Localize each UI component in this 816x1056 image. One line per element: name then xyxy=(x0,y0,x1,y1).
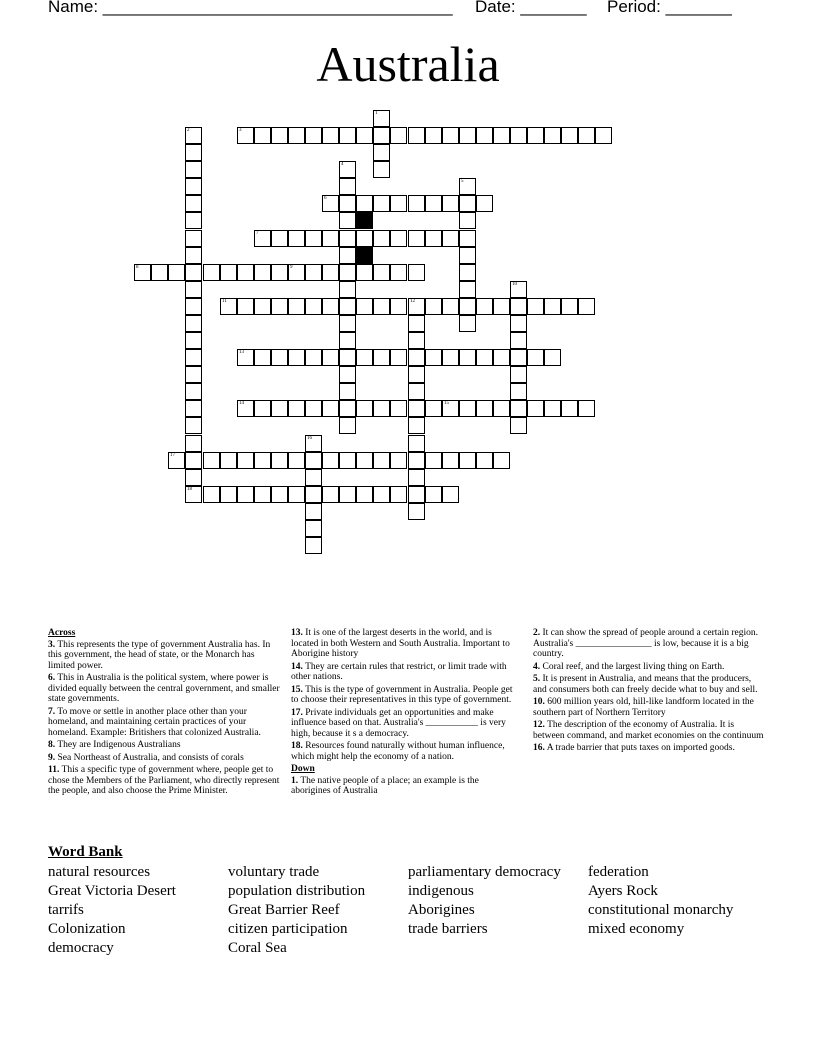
page-title: Australia xyxy=(316,36,500,92)
grid-cell[interactable] xyxy=(425,298,442,315)
grid-cell[interactable] xyxy=(408,469,425,486)
grid-cell[interactable] xyxy=(322,195,339,212)
grid-cell[interactable] xyxy=(356,298,373,315)
grid-cell[interactable] xyxy=(356,230,373,247)
grid-cell[interactable] xyxy=(459,230,476,247)
word-bank-item: Great Barrier Reef xyxy=(228,902,340,918)
grid-cell[interactable] xyxy=(527,298,544,315)
grid-cell[interactable] xyxy=(185,417,202,434)
grid-cell[interactable] xyxy=(459,400,476,417)
clue-across-18: 18. Resources found naturally without human influence, which might help the economy of a nation. xyxy=(291,741,505,762)
name-field[interactable]: Name: _____________________________________ xyxy=(48,0,453,16)
word-bank-item: indigenous xyxy=(408,883,474,899)
clue-number: 17 xyxy=(170,453,175,458)
word-bank-item: mixed economy xyxy=(588,921,685,937)
clue-number: 1 xyxy=(375,111,378,116)
clue-across-9: 9. Sea Northeast of Australia, and consists of corals xyxy=(48,752,244,763)
grid-cell[interactable] xyxy=(425,195,442,212)
clue-down-5: 5. It is present in Australia, and means that the producers, and consumers both can freely decide what to buy and sell. xyxy=(533,674,758,695)
clue-number: 10 xyxy=(512,282,517,287)
grid-cell[interactable] xyxy=(305,349,322,366)
clues-column-3 xyxy=(533,628,767,756)
grid-cell[interactable] xyxy=(185,349,202,366)
grid-cell[interactable] xyxy=(390,400,407,417)
grid-cell[interactable] xyxy=(288,230,305,247)
word-bank-item: voluntary trade xyxy=(228,864,320,880)
grid-cell[interactable] xyxy=(373,264,390,281)
grid-cell[interactable] xyxy=(476,349,493,366)
grid-cell[interactable] xyxy=(408,452,425,469)
grid-cell[interactable] xyxy=(288,400,305,417)
clue-across-14: 14. They are certain rules that restrict, or limit trade with other nations. xyxy=(291,661,507,682)
grid-cell[interactable] xyxy=(595,127,612,144)
grid-cell[interactable] xyxy=(510,298,527,315)
clue-across-8: 8. They are Indigenous Australians xyxy=(48,740,181,750)
grid-cell[interactable] xyxy=(390,452,407,469)
clue-down-1: 1. The native people of a place; an example is the aborigines of Australia xyxy=(291,775,479,796)
grid-cell[interactable] xyxy=(237,127,254,144)
grid-cell[interactable] xyxy=(254,486,271,503)
grid-cell[interactable] xyxy=(442,452,459,469)
grid-cell[interactable] xyxy=(339,161,356,178)
grid-cell[interactable] xyxy=(356,264,373,281)
word-bank-title: Word Bank xyxy=(48,844,123,860)
grid-cell[interactable] xyxy=(544,400,561,417)
grid-cell[interactable] xyxy=(527,127,544,144)
grid-cell[interactable] xyxy=(493,127,510,144)
grid-cell[interactable] xyxy=(339,417,356,434)
grid-cell[interactable] xyxy=(305,537,322,554)
grid-cell[interactable] xyxy=(185,315,202,332)
grid-cell[interactable] xyxy=(510,383,527,400)
grid-cell[interactable] xyxy=(185,469,202,486)
clue-number: 12 xyxy=(410,299,415,304)
grid-cell[interactable] xyxy=(373,349,390,366)
grid-cell[interactable] xyxy=(373,486,390,503)
grid-cell[interactable] xyxy=(459,247,476,264)
grid-cell[interactable] xyxy=(425,127,442,144)
grid-cell[interactable] xyxy=(339,315,356,332)
clue-across-17: 17. Private individuals get an opportunities and make influence based on that. Australia's ___________ is very high, because it s a democracy. xyxy=(291,707,506,739)
grid-cell[interactable] xyxy=(185,281,202,298)
grid-cell[interactable] xyxy=(476,127,493,144)
grid-cell[interactable] xyxy=(373,298,390,315)
grid-cell[interactable] xyxy=(305,469,322,486)
grid-cell[interactable] xyxy=(254,230,271,247)
grid-cell[interactable] xyxy=(442,400,459,417)
grid-cell[interactable] xyxy=(168,452,185,469)
grid-cell[interactable] xyxy=(185,383,202,400)
clue-down-4: 4. Coral reef, and the largest living thing on Earth. xyxy=(533,661,725,672)
grid-cell[interactable] xyxy=(339,195,356,212)
grid-cell[interactable] xyxy=(459,452,476,469)
grid-cell[interactable] xyxy=(151,264,168,281)
grid-cell[interactable] xyxy=(408,400,425,417)
grid-cell[interactable] xyxy=(356,486,373,503)
grid-cell[interactable] xyxy=(339,332,356,349)
grid-cell[interactable] xyxy=(390,298,407,315)
grid-cell[interactable] xyxy=(339,400,356,417)
grid-cell[interactable] xyxy=(271,486,288,503)
grid-cell[interactable] xyxy=(408,332,425,349)
grid-cell[interactable] xyxy=(305,435,322,452)
grid-cell[interactable] xyxy=(373,452,390,469)
grid-cell[interactable] xyxy=(134,264,151,281)
grid-cell[interactable] xyxy=(390,195,407,212)
grid-cell[interactable] xyxy=(185,230,202,247)
grid-cell[interactable] xyxy=(168,264,185,281)
grid-cell[interactable] xyxy=(185,161,202,178)
grid-cell[interactable] xyxy=(185,332,202,349)
word-bank-item: Aborigines xyxy=(408,902,475,918)
grid-cell[interactable] xyxy=(237,452,254,469)
grid-cell[interactable] xyxy=(185,452,202,469)
across-heading: Across xyxy=(48,628,76,638)
grid-cell[interactable] xyxy=(271,298,288,315)
grid-cell[interactable] xyxy=(185,400,202,417)
grid-cell[interactable] xyxy=(185,247,202,264)
grid-cell[interactable] xyxy=(356,400,373,417)
grid-cell[interactable] xyxy=(510,349,527,366)
grid-cell[interactable] xyxy=(510,281,527,298)
grid-cell[interactable] xyxy=(373,161,390,178)
grid-cell[interactable] xyxy=(254,298,271,315)
grid-cell[interactable] xyxy=(305,452,322,469)
word-bank-item: parliamentary democracy xyxy=(408,864,561,880)
grid-cell[interactable] xyxy=(373,110,390,127)
grid-cell[interactable] xyxy=(408,435,425,452)
grid-cell[interactable] xyxy=(425,349,442,366)
grid-cell[interactable] xyxy=(305,520,322,537)
grid-cell[interactable] xyxy=(373,127,390,144)
black-square xyxy=(356,247,373,264)
grid-cell[interactable] xyxy=(373,230,390,247)
grid-cell[interactable] xyxy=(322,349,339,366)
grid-cell[interactable] xyxy=(442,298,459,315)
grid-cell[interactable] xyxy=(305,503,322,520)
clue-across-3: 3. This represents the type of government Australia has. In this government, the head of state, or the Monarch has limited power. xyxy=(48,639,271,671)
grid-cell[interactable] xyxy=(578,298,595,315)
grid-cell[interactable] xyxy=(578,127,595,144)
grid-cell[interactable] xyxy=(493,349,510,366)
grid-cell[interactable] xyxy=(185,212,202,229)
grid-cell[interactable] xyxy=(527,400,544,417)
grid-cell[interactable] xyxy=(408,366,425,383)
grid-cell[interactable] xyxy=(339,298,356,315)
word-bank-item: trade barriers xyxy=(408,921,488,937)
grid-cell[interactable] xyxy=(237,400,254,417)
grid-cell[interactable] xyxy=(254,349,271,366)
grid-cell[interactable] xyxy=(510,127,527,144)
grid-cell[interactable] xyxy=(510,315,527,332)
grid-cell[interactable] xyxy=(442,195,459,212)
grid-cell[interactable] xyxy=(390,127,407,144)
grid-cell[interactable] xyxy=(339,281,356,298)
grid-cell[interactable] xyxy=(220,298,237,315)
grid-cell[interactable] xyxy=(271,127,288,144)
grid-cell[interactable] xyxy=(459,281,476,298)
grid-cell[interactable] xyxy=(408,230,425,247)
grid-cell[interactable] xyxy=(442,230,459,247)
grid-cell[interactable] xyxy=(476,400,493,417)
grid-cell[interactable] xyxy=(237,264,254,281)
word-bank-item: population distribution xyxy=(228,883,366,899)
grid-cell[interactable] xyxy=(476,195,493,212)
grid-cell[interactable] xyxy=(459,349,476,366)
grid-cell[interactable] xyxy=(356,452,373,469)
grid-cell[interactable] xyxy=(339,230,356,247)
grid-cell[interactable] xyxy=(408,315,425,332)
word-bank-item: federation xyxy=(588,864,649,880)
grid-cell[interactable] xyxy=(305,230,322,247)
grid-cell[interactable] xyxy=(305,400,322,417)
grid-cell[interactable] xyxy=(305,486,322,503)
grid-cell[interactable] xyxy=(339,264,356,281)
clue-number: 2 xyxy=(187,128,190,133)
grid-cell[interactable] xyxy=(271,264,288,281)
grid-cell[interactable] xyxy=(544,349,561,366)
grid-cell[interactable] xyxy=(339,486,356,503)
black-square xyxy=(356,212,373,229)
grid-cell[interactable] xyxy=(578,400,595,417)
grid-cell[interactable] xyxy=(459,264,476,281)
grid-cell[interactable] xyxy=(322,298,339,315)
grid-cell[interactable] xyxy=(185,127,202,144)
grid-cell[interactable] xyxy=(510,417,527,434)
grid-cell[interactable] xyxy=(459,127,476,144)
grid-cell[interactable] xyxy=(185,435,202,452)
grid-cell[interactable] xyxy=(254,452,271,469)
grid-cell[interactable] xyxy=(390,349,407,366)
clue-number: 16 xyxy=(307,436,312,441)
grid-cell[interactable] xyxy=(237,486,254,503)
grid-cell[interactable] xyxy=(322,264,339,281)
grid-cell[interactable] xyxy=(220,452,237,469)
grid-cell[interactable] xyxy=(339,349,356,366)
grid-cell[interactable] xyxy=(185,144,202,161)
clue-number: 7 xyxy=(256,231,259,236)
grid-cell[interactable] xyxy=(322,452,339,469)
grid-cell[interactable] xyxy=(459,298,476,315)
grid-cell[interactable] xyxy=(339,178,356,195)
grid-cell[interactable] xyxy=(305,264,322,281)
word-bank-item: Colonization xyxy=(48,921,126,937)
grid-cell[interactable] xyxy=(220,264,237,281)
grid-cell[interactable] xyxy=(510,332,527,349)
word-bank-item: tarrifs xyxy=(48,902,84,918)
grid-cell[interactable] xyxy=(510,400,527,417)
grid-cell[interactable] xyxy=(305,127,322,144)
clue-across-15: 15. This is the type of government in Australia. People get to choose their representatives in this type of government. xyxy=(291,684,513,705)
clue-down-12: 12. The description of the economy of Australia. It is between command, and market economies on the continuum xyxy=(533,720,764,741)
grid-cell[interactable] xyxy=(459,212,476,229)
grid-cell[interactable] xyxy=(185,178,202,195)
word-bank-item: democracy xyxy=(48,940,114,956)
grid-cell[interactable] xyxy=(305,298,322,315)
grid-cell[interactable] xyxy=(408,264,425,281)
grid-cell[interactable] xyxy=(442,486,459,503)
grid-cell[interactable] xyxy=(561,400,578,417)
grid-cell[interactable] xyxy=(408,417,425,434)
word-bank-item: Ayers Rock xyxy=(588,883,658,899)
grid-cell[interactable] xyxy=(459,195,476,212)
grid-cell[interactable] xyxy=(493,298,510,315)
grid-cell[interactable] xyxy=(459,178,476,195)
clues-column-2 xyxy=(291,628,519,799)
clue-across-13: 13. It is one of the largest deserts in the world, and is located in both Western and South Australia. Important to Aborigine history xyxy=(291,628,510,659)
grid-cell[interactable] xyxy=(408,298,425,315)
word-bank-item: natural resources xyxy=(48,864,151,880)
clue-number: 13 xyxy=(239,350,244,355)
grid-cell[interactable] xyxy=(544,298,561,315)
grid-cell[interactable] xyxy=(339,366,356,383)
grid-cell[interactable] xyxy=(476,452,493,469)
grid-cell[interactable] xyxy=(373,195,390,212)
grid-cell[interactable] xyxy=(203,452,220,469)
grid-cell[interactable] xyxy=(339,127,356,144)
grid-cell[interactable] xyxy=(425,230,442,247)
grid-cell[interactable] xyxy=(185,195,202,212)
clue-across-7: 7. To move or settle in another place other than your homeland, and maintaining certain practices of your homeland. Example: Britishers that colonized Australia. xyxy=(48,706,261,738)
grid-cell[interactable] xyxy=(185,366,202,383)
clue-number: 18 xyxy=(187,487,192,492)
clue-number: 14 xyxy=(239,401,244,406)
grid-cell[interactable] xyxy=(254,127,271,144)
grid-cell[interactable] xyxy=(237,298,254,315)
grid-cell[interactable] xyxy=(271,452,288,469)
grid-cell[interactable] xyxy=(288,349,305,366)
grid-cell[interactable] xyxy=(561,127,578,144)
grid-cell[interactable] xyxy=(425,452,442,469)
grid-cell[interactable] xyxy=(288,452,305,469)
grid-cell[interactable] xyxy=(356,127,373,144)
grid-cell[interactable] xyxy=(373,400,390,417)
grid-cell[interactable] xyxy=(322,127,339,144)
grid-cell[interactable] xyxy=(322,230,339,247)
grid-cell[interactable] xyxy=(390,486,407,503)
clue-number: 8 xyxy=(136,265,139,270)
down-heading: Down xyxy=(291,764,315,774)
grid-cell[interactable] xyxy=(425,400,442,417)
grid-cell[interactable] xyxy=(425,486,442,503)
grid-cell[interactable] xyxy=(356,195,373,212)
grid-cell[interactable] xyxy=(185,298,202,315)
grid-cell[interactable] xyxy=(408,127,425,144)
clue-down-16: 16. A trade barrier that puts taxes on imported goods. xyxy=(533,743,735,753)
word-bank-item: citizen participation xyxy=(228,921,348,937)
clue-number: 3 xyxy=(239,128,242,133)
grid-cell[interactable] xyxy=(408,486,425,503)
grid-cell[interactable] xyxy=(408,383,425,400)
grid-cell[interactable] xyxy=(339,247,356,264)
grid-cell[interactable] xyxy=(237,349,254,366)
clues-column-1 xyxy=(48,628,280,799)
grid-cell[interactable] xyxy=(510,366,527,383)
grid-cell[interactable] xyxy=(408,503,425,520)
grid-cell[interactable] xyxy=(408,195,425,212)
grid-cell[interactable] xyxy=(271,349,288,366)
grid-cell[interactable] xyxy=(254,400,271,417)
grid-cell[interactable] xyxy=(339,383,356,400)
grid-cell[interactable] xyxy=(408,349,425,366)
word-bank-item: Coral Sea xyxy=(228,940,287,956)
clue-down-2: 2. It can show the spread of people around a certain region. Australia's ________________ is low, because it is a big country. xyxy=(533,628,759,659)
clue-number: 4 xyxy=(341,162,344,167)
grid-cell[interactable] xyxy=(544,127,561,144)
clue-down-10: 10. 600 million years old, hill-like landform located in the southern part of Northern Territory xyxy=(533,697,754,718)
grid-cell[interactable] xyxy=(356,349,373,366)
grid-cell[interactable] xyxy=(390,230,407,247)
clue-number: 9 xyxy=(290,265,293,270)
date-field[interactable]: Date: _______ xyxy=(475,0,587,16)
clue-number: 11 xyxy=(222,299,227,304)
clue-number: 5 xyxy=(461,179,464,184)
grid-cell[interactable] xyxy=(459,315,476,332)
grid-cell[interactable] xyxy=(322,400,339,417)
grid-cell[interactable] xyxy=(288,264,305,281)
grid-cell[interactable] xyxy=(527,349,544,366)
grid-cell[interactable] xyxy=(288,298,305,315)
grid-cell[interactable] xyxy=(442,127,459,144)
clue-across-11: 11. This a specific type of government where, people get to chose the Members of the Parliament, who directly represent the people, and also choose the Prime Minister. xyxy=(48,765,280,796)
grid-cell[interactable] xyxy=(561,298,578,315)
grid-cell[interactable] xyxy=(476,298,493,315)
clue-number: 6 xyxy=(324,196,327,201)
grid-cell[interactable] xyxy=(271,230,288,247)
grid-cell[interactable] xyxy=(254,264,271,281)
grid-cell[interactable] xyxy=(493,452,510,469)
grid-cell[interactable] xyxy=(442,349,459,366)
grid-cell[interactable] xyxy=(271,400,288,417)
grid-cell[interactable] xyxy=(185,486,202,503)
clue-number: 15 xyxy=(444,401,449,406)
grid-cell[interactable] xyxy=(203,264,220,281)
grid-cell[interactable] xyxy=(288,486,305,503)
word-bank-item: Great Victoria Desert xyxy=(48,883,176,899)
grid-cell[interactable] xyxy=(220,486,237,503)
grid-cell[interactable] xyxy=(288,127,305,144)
grid-cell[interactable] xyxy=(390,264,407,281)
clue-across-6: 6. This in Australia is the political system, where power is divided equally between the central government, and smaller state governments. xyxy=(48,673,280,704)
grid-cell[interactable] xyxy=(203,486,220,503)
grid-cell[interactable] xyxy=(185,264,202,281)
grid-cell[interactable] xyxy=(339,212,356,229)
grid-cell[interactable] xyxy=(373,144,390,161)
grid-cell[interactable] xyxy=(322,486,339,503)
period-field[interactable]: Period: _______ xyxy=(607,0,732,16)
grid-cell[interactable] xyxy=(493,400,510,417)
grid-cell[interactable] xyxy=(339,452,356,469)
word-bank-item: constitutional monarchy xyxy=(588,902,734,918)
